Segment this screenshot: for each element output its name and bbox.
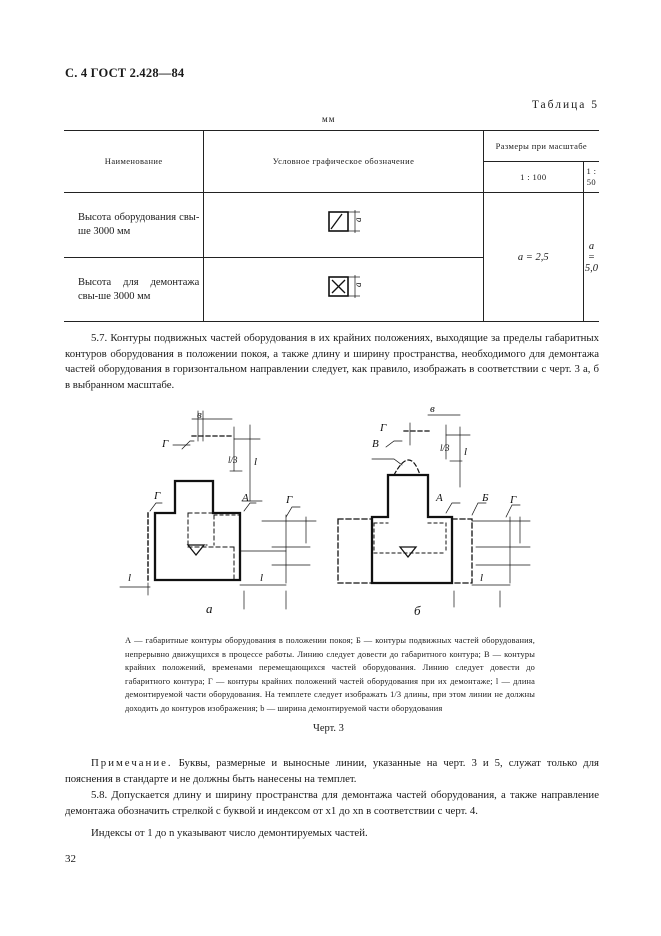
row-symbol-1 <box>204 193 483 258</box>
label-b-G3: Г <box>510 494 517 506</box>
page-header: С. 4 ГОСТ 2.428—84 <box>65 66 185 80</box>
label-a-l3: l/3 <box>228 455 238 465</box>
label-a-lb: l <box>260 572 264 584</box>
view-label-b: б <box>414 603 421 618</box>
triangle-mark-b <box>400 547 416 557</box>
col-name-header: Наименование <box>64 131 204 193</box>
note-text: Буквы, размерные и выносные линии, указанные на черт. 3 и 5, служат только для пояснения в стандарте и не должны быть нанесены на темплет. <box>65 757 599 785</box>
label-b-lb: l <box>480 572 484 584</box>
table-title: Таблица 5 <box>531 99 599 111</box>
figure-caption: Черт. 3 <box>313 723 344 734</box>
paragraph-5-7: 5.7. Контуры подвижных частей оборудования в их крайних положениях, выходящие за пределы габаритных контуров оборудования в положении покоя, а также длину и ширину пространства, необходимого для демонтажа частей оборудования в горизонтальном направлении следует, как правило, изображать в соответствии с черт. 3 а, б в выбранном масштабе. <box>65 332 599 391</box>
row-symbol-2 <box>204 258 483 322</box>
spec-table <box>64 130 599 322</box>
scale-1-header: 1 : 100 <box>483 162 583 193</box>
label-a-A: А <box>242 492 249 504</box>
label-b-G1: Г <box>380 422 387 434</box>
label-b-A: А <box>436 492 443 504</box>
symbol-label: a <box>352 282 363 287</box>
note <box>65 756 599 787</box>
label-a-l: l <box>254 456 258 468</box>
paragraph-indices: Индексы от 1 до n указывают число демонтируемых частей. <box>91 827 368 839</box>
label-a-la: l <box>128 572 132 584</box>
label-a-G1: Г <box>162 438 169 450</box>
value-scale-2: a = 5,0 <box>583 193 599 322</box>
view-label-a: а <box>206 601 213 616</box>
label-b-b: в <box>430 405 435 415</box>
row-name-2: Высота для демонтажа свы-ше 3000 мм <box>64 258 204 322</box>
col-symbol-header: Условное графическое обозначение <box>204 131 483 193</box>
row-name-1: Высота оборудования свы-ше 3000 мм <box>64 193 204 258</box>
label-b-B: Б <box>482 492 489 504</box>
outline-a <box>155 481 240 580</box>
figure-3-drawing <box>110 405 550 625</box>
label-b-V: В <box>372 438 379 450</box>
label-a-b: в <box>197 409 202 421</box>
page-number: 32 <box>65 853 76 865</box>
table-unit: мм <box>322 114 336 124</box>
paragraph-5-8: 5.8. Допускается длину и ширину пространства для демонтажа частей оборудования, а также направление демонтажа обозначить стрелкой с буквой и индексом от x1 до xn в соответствии с черт. 4. <box>65 789 599 817</box>
height-symbol-icon <box>314 209 374 239</box>
dismount-symbol-icon <box>314 273 374 303</box>
scale-2-header: 1 : 50 <box>583 162 599 193</box>
label-b-l3: l/3 <box>440 443 450 453</box>
label-a-G3: Г <box>286 494 293 506</box>
label-b-l: l <box>464 446 468 458</box>
note-label: Примечание. <box>91 757 173 769</box>
col-scale-header: Размеры при масштабе <box>483 131 599 162</box>
symbol-label: a <box>352 217 363 222</box>
value-scale-1: a = 2,5 <box>483 193 583 322</box>
label-a-G2: Г <box>154 490 161 502</box>
figure-legend: А — габаритные контуры оборудования в положении покоя; Б — контуры подвижных частей оборудования, непрерывно движущихся в процессе работы. Линию следует довести до габаритного контура; В — контуры крайних положений, временами перемещающихся частей оборудования. Линию следует довести до габаритного контура; Г — контуры крайних положений частей оборудования при их демонтаже; l — длина демонтируемой части оборудования. На темплете следует изображать 1/3 длины, при этом линии не должны доходить до контуров изображения; b — ширина демонтируемой части оборудования <box>125 636 535 713</box>
